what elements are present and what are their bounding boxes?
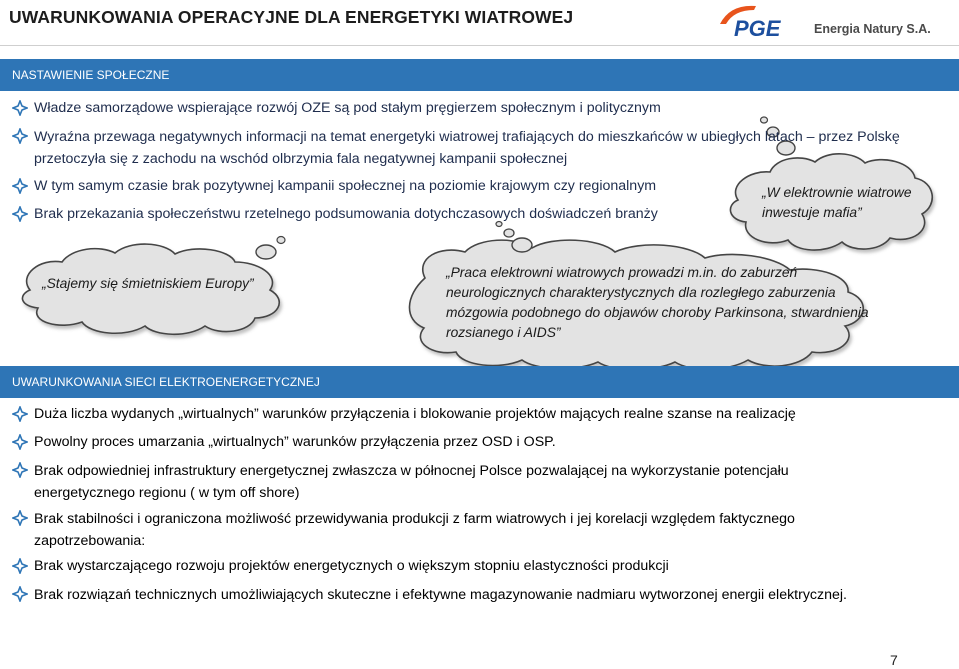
- cloud-text-mafia: „W elektrownie wiatrowe inwestuje mafia”: [762, 185, 912, 220]
- list-item: Brak rozwiązań technicznych umożliwiających skuteczne i efektywne magazynowanie nadmiaru wytworzonej energii elektrycznej.: [12, 584, 852, 606]
- diamond-bullet-icon: [12, 406, 28, 422]
- diamond-bullet-icon: [12, 178, 28, 194]
- logo-text: PGE: [734, 16, 781, 41]
- cloud-bubble: [277, 237, 285, 244]
- diamond-bullet-icon: [12, 434, 28, 450]
- list-item: Duża liczba wydanych „wirtualnych” warunków przyłączenia i blokowanie projektów mających realne szanse na realizację: [12, 404, 912, 424]
- diamond-bullet-icon: [12, 510, 28, 526]
- list-item: Wyraźna przewaga negatywnych informacji na temat energetyki wiatrowej trafiających do mieszkańców w ubiegłych latach – przez Polskę przetoczyła się z zachodu na wschód olbrzymia fala negatywnej kampanii społecznej: [12, 126, 912, 170]
- diamond-bullet-icon: [12, 100, 28, 116]
- diamond-bullet-icon: [12, 462, 28, 478]
- diamond-bullet-icon: [12, 558, 28, 574]
- list-item: Władze samorządowe wspierające rozwój OZE są pod stałym pręgierzem społecznym i politycznym: [12, 98, 912, 118]
- page-number: 7: [890, 652, 898, 668]
- list-item: Brak stabilności i ograniczona możliwość przewidywania produkcji z farm wiatrowych i jej korelacji względem faktycznego zapotrzebowania:: [12, 508, 892, 552]
- brand-name: Energia Natury S.A.: [814, 22, 931, 36]
- diamond-bullet-icon: [12, 206, 28, 222]
- list-item: Powolny proces umarzania „wirtualnych” warunków przyłączenia przez OSD i OSP.: [12, 432, 912, 452]
- section-label-social: NASTAWIENIE SPOŁECZNE: [12, 68, 170, 82]
- cloud-bubble: [256, 245, 276, 259]
- cloud-bubble: [504, 229, 514, 237]
- list-item: W tym samym czasie brak pozytywnej kampanii społecznej na poziomie krajowym czy regionalnym: [12, 176, 732, 196]
- cloud-text-health: „Praca elektrowni wiatrowych prowadzi m.in. do zaburzeń neurologicznych charakterystycznych dla rozległego zaburzenia mózgowia podobnego do objawów choroby Parkinsona, stwardnienia rozsianego i AIDS”: [446, 265, 869, 340]
- cloud-bubble: [512, 238, 532, 252]
- section-bar-grid: [0, 366, 959, 398]
- cloud-text-trash: „Stajemy się śmietniskiem Europy”: [42, 276, 254, 291]
- list-item: Brak przekazania społeczeństwu rzetelnego podsumowania dotychczasowych doświadczeń branży: [12, 204, 732, 224]
- section-label-grid: UWARUNKOWANIA SIECI ELEKTROENERGETYCZNEJ: [12, 375, 320, 389]
- list-item: Brak odpowiedniej infrastruktury energetycznej zwłaszcza w północnej Polsce pozwalającej na wykorzystanie potencjału energetycznego regionu ( w tym off shore): [12, 460, 892, 504]
- diamond-bullet-icon: [12, 128, 28, 144]
- list-item: Brak wystarczającego rozwoju projektów energetycznych o większym stopniu elastyczności produkcji: [12, 556, 912, 576]
- page-title: UWARUNKOWANIA OPERACYJNE DLA ENERGETYKI WIATROWEJ: [9, 7, 574, 27]
- diamond-bullet-icon: [12, 586, 28, 602]
